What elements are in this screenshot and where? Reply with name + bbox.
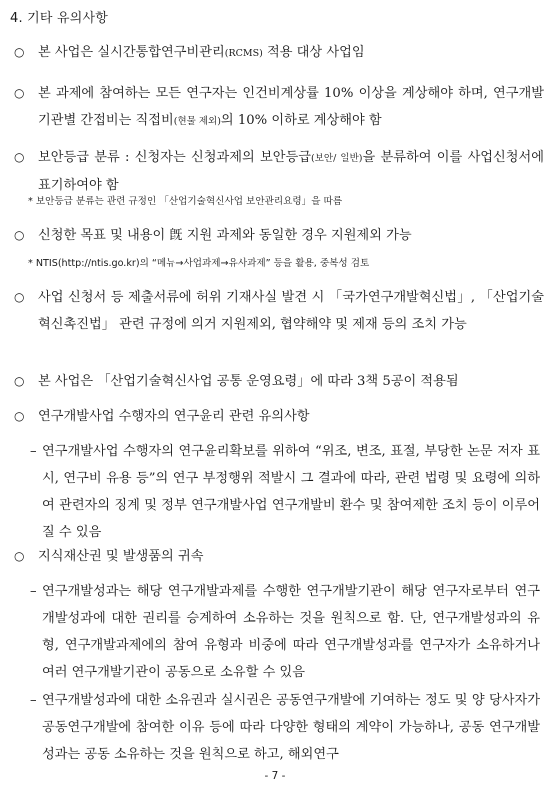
item-text: 본 과제에 참여하는 모든 연구자는 인건비계상률 10% 이상을 계상해야 하며, 연구개발기관별 간접비는 직접비 <box>38 86 544 128</box>
dash-item-joint-ownership <box>30 687 540 768</box>
dash-item-ip-rights <box>30 578 540 686</box>
bullet-item-false-statement <box>14 284 544 338</box>
dash-bullet-icon: – <box>30 584 37 599</box>
circle-bullet-icon: ○ <box>14 290 25 304</box>
bullet-item-security-grade <box>14 144 544 199</box>
bullet-item-3-5-rule <box>14 368 544 395</box>
section-heading: 4. 기타 유의사항 <box>10 11 109 26</box>
note-security-regulation <box>28 195 342 209</box>
item-small-text: (보안/ 일반) <box>311 153 363 164</box>
bullet-item-ip-ownership <box>14 543 544 570</box>
circle-bullet-icon: ○ <box>14 549 25 563</box>
dash-text: 연구개발사업 수행자의 연구윤리확보를 위하여 “위조, 변조, 표절, 부당한 논문 저자 표시, 연구비 유용 등”의 연구 부정행위 적발시 그 결과에 따라, 관련 법령 및 요령에 의하여 관련자의 징계 및 정부 연구개발사업 연구개발비 환수 및 참여제한 조치 등이 이루어질 수 있음 <box>42 444 540 540</box>
circle-bullet-icon: ○ <box>14 45 25 59</box>
dash-bullet-icon: – <box>30 444 37 459</box>
page-number: - 7 - <box>264 770 286 782</box>
circle-bullet-icon: ○ <box>14 409 25 423</box>
dash-item-research-misconduct <box>30 438 540 546</box>
circle-bullet-icon: ○ <box>14 228 25 242</box>
asterisk-icon: * <box>28 258 33 269</box>
circle-bullet-icon: ○ <box>14 86 25 100</box>
note-text: NTIS(http://ntis.go.kr)의 “메뉴→사업과제→유사과제” 등을 활용, 중복성 검토 <box>35 258 370 269</box>
item-text: 사업 신청서 등 제출서류에 허위 기재사실 발견 시 「국가연구개발혁신법」, 「산업기술혁신촉진법」 관련 규정에 의거 지원제외, 협약해약 및 제재 등의 조치 가능 <box>38 290 544 332</box>
note-ntis <box>28 257 369 271</box>
bullet-item-research-ethics <box>14 403 544 430</box>
item-text: 신청한 목표 및 내용이 旣 지원 과제와 동일한 경우 지원제외 가능 <box>38 228 412 243</box>
item-text: 연구개발사업 수행자의 연구윤리 관련 유의사항 <box>38 409 310 424</box>
dash-text: 연구개발성과에 대한 소유권과 실시권은 공동연구개발에 기여하는 정도 및 양 당사자가 공동연구개발에 참여한 이유 등에 따라 다양한 형태의 계약이 가능하나, 공동 연구개발성과는 공동 소유하는 것을 원칙으로 하고, 해외연구 <box>42 693 540 762</box>
asterisk-icon: * <box>28 196 33 207</box>
dash-text: 연구개발성과는 해당 연구개발과제를 수행한 연구개발기관이 해당 연구자로부터 연구개발성과에 대한 권리를 승계하여 소유하는 것을 원칙으로 함. 단, 연구개발성과의 유형, 연구개발과제에의 참여 유형과 비중에 따라 연구개발성과를 연구자가 소유하거나 여러 연구개발기관이 공동으로 소유할 수 있음 <box>42 584 540 680</box>
item-text: 지식재산권 및 발생품의 귀속 <box>38 549 204 564</box>
item-text-tail: 의 10% 이하로 계상해야 함 <box>220 113 382 128</box>
item-small-text: (RCMS) <box>224 48 263 59</box>
dash-bullet-icon: – <box>30 693 37 708</box>
item-text-tail: 적용 대상 사업임 <box>262 45 365 60</box>
item-small-text: (현물 제외) <box>173 116 221 127</box>
circle-bullet-icon: ○ <box>14 374 25 388</box>
item-text: 보안등급 분류 : 신청자는 신청과제의 보안등급 <box>38 150 312 165</box>
item-text: 본 사업은 「산업기술혁신사업 공통 운영요령」에 따라 3책 5공이 적용됨 <box>38 374 459 389</box>
item-text-tail: 을 분류하여 이를 사업신청서에 표기하여야 함 <box>38 150 545 193</box>
circle-bullet-icon: ○ <box>14 150 25 164</box>
item-text: 본 사업은 실시간통합연구비관리 <box>38 45 225 60</box>
bullet-item-labor-cost <box>14 80 544 135</box>
note-text: 보안등급 분류는 관련 규정인 「산업기술혁신사업 보안관리요령」을 따름 <box>35 196 343 207</box>
bullet-item-rcms <box>14 39 544 67</box>
bullet-item-duplicate <box>14 222 544 249</box>
